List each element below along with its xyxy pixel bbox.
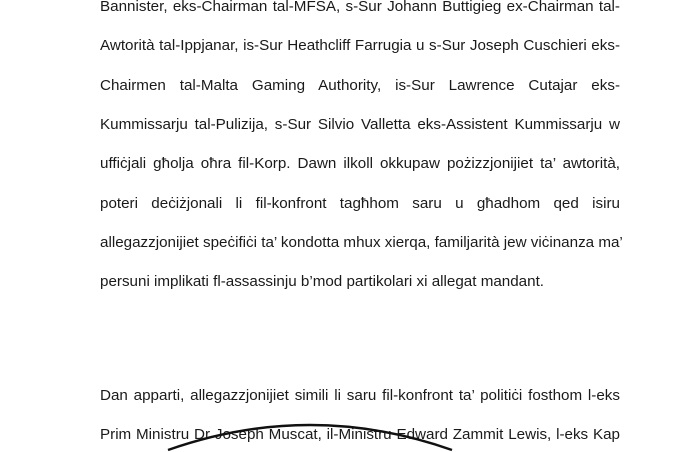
text-line: Chairmen tal-Malta Gaming Authority, is-Sur Lawrence Cutajar eks- [100, 77, 620, 94]
text-line: allegazzjonijiet speċifiċi ta’ kondotta mhux xierqa, familjarità jew viċinanza ma’ [100, 234, 623, 251]
text-line: Awtorità tal-Ippjanar, is-Sur Heathcliff Farrugia u s-Sur Joseph Cuschieri eks- [100, 37, 620, 54]
text-line: Bannister, eks-Chairman tal-MFSA, s-Sur Johann Buttigieg ex-Chairman tal- [100, 0, 620, 15]
text-line: poteri deċiżjonali li fil-konfront tagħhom saru u għadhom qed isiru [100, 195, 620, 212]
text-line: persuni implikati fl-assassinju b’mod partikolari xi allegat mandant. [100, 273, 545, 290]
paragraph-1 [100, 0, 623, 339]
text-line: Kummissarju tal-Pulizija, s-Sur Silvio Valletta eks-Assistent Kummissarju w [100, 116, 620, 133]
text-line: Prim Ministru Dr Joseph Muscat, il-Ministru Edward Zammit Lewis, l-eks Kap [100, 426, 620, 443]
text-line: Dan apparti, allegazzjonijiet simili li saru fil-konfront ta’ politiċi fosthom l-eks [100, 387, 620, 404]
paragraph-2 [100, 388, 620, 448]
text-line: uffiċjali għolja oħra fil-Korp. Dawn ilkoll okkupaw pożizzjonijiet ta’ awtorità, [100, 155, 620, 172]
